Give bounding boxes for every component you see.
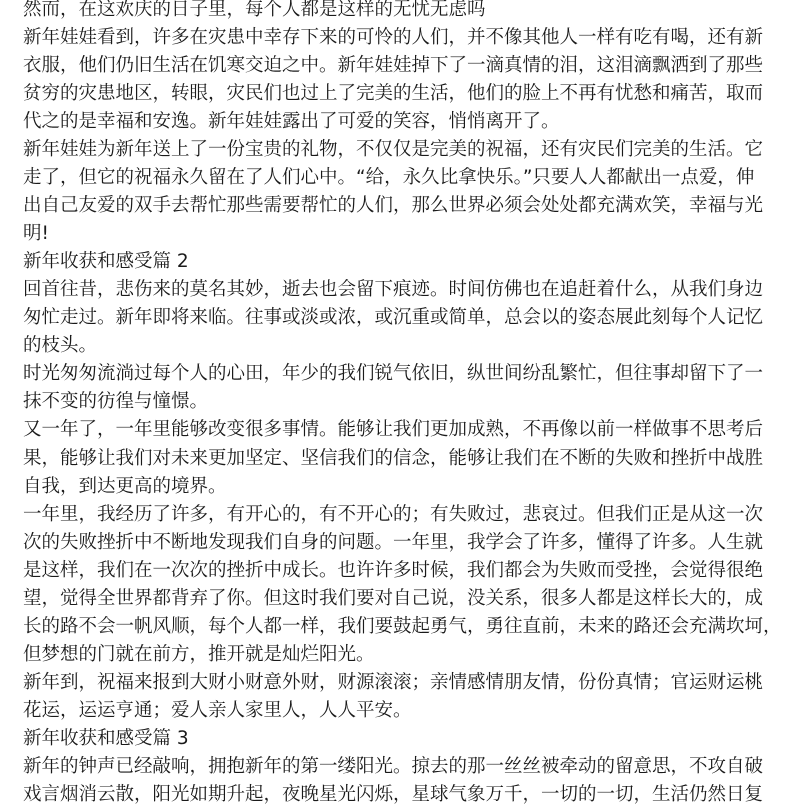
text-line: 新年娃娃为新年送上了一份宝贵的礼物，不仅仅是完美的祝福，还有灾民们完美的生活。它 (23, 139, 764, 161)
text-line: 自我，到达更高的境界。 (23, 475, 227, 497)
text-line: 花运，运运亨通；爱人亲人家里人，人人平安。 (23, 699, 412, 721)
section-heading: 新年收获和感受篇 2 (23, 251, 189, 273)
text-line: 衣服，他们仍旧生活在饥寒交迫之中。新年娃娃掉下了一滴真情的泪，这泪滴飘洒到了那些 (23, 55, 764, 77)
text-line: 望，觉得全世界都背弃了你。但这时我们要对自己说，没关系，很多人都是这样长大的，成 (23, 587, 764, 609)
text-line: 走了，但它的祝福永久留在了人们心中。“给，永久比拿快乐。”只要人人都献出一点爱，伸 (23, 167, 755, 189)
text-line: 贫穷的灾患地区，转眼，灾民们也过上了完美的生活，他们的脸上不再有忧愁和痛苦，取而 (23, 83, 764, 105)
document-body (23, 0, 793, 809)
text-line: 的枝头。 (23, 335, 98, 357)
text-line: 抹不变的彷徨与憧憬。 (23, 391, 209, 413)
text-line: 戏言烟消云散，阳光如期升起，夜晚星光闪烁，星球气象万千，一切的一切，生活仍然日复 (23, 783, 764, 805)
text-line: 时光匆匆流淌过每个人的心田，年少的我们锐气依旧，纵世间纷乱繁忙，但往事却留下了一 (23, 363, 764, 385)
text-line: 是这样，我们在一次次的挫折中成长。也许许多时候，我们都会为失败而受挫，会觉得很绝 (23, 559, 764, 581)
text-line: 新年娃娃看到，许多在灾患中幸存下来的可怜的人们，并不像其他人一样有吃有喝，还有新 (23, 27, 764, 49)
text-line: 但梦想的门就在前方，推开就是灿烂阳光。 (23, 643, 375, 665)
section-heading: 新年收获和感受篇 3 (23, 727, 189, 749)
text-line: 长的路不会一帆风顺，每个人都一样，我们要鼓起勇气，勇往直前，未来的路还会充满坎坷， (23, 615, 782, 637)
text-line: 新年到，祝福来报到大财小财意外财，财源滚滚；亲情感情朋友情，份份真情；官运财运桃 (23, 671, 764, 693)
text-line: 一年里，我经历了许多，有开心的，有不开心的；有失败过，悲哀过。但我们正是从这一次 (23, 503, 764, 525)
text-line: 次的失败挫折中不断地发现我们自身的问题。一年里，我学会了许多，懂得了许多。人生就 (23, 531, 764, 553)
text-line: 代之的是幸福和安逸。新年娃娃露出了可爱的笑容，悄悄离开了。 (23, 111, 560, 133)
text-line: 回首往昔，悲伤来的莫名其妙，逝去也会留下痕迹。时间仿佛也在追赶着什么，从我们身边 (23, 279, 764, 301)
text-line: 果，能够让我们对未来更加坚定、坚信我们的信念，能够让我们在不断的失败和挫折中战胜 (23, 447, 764, 469)
text-line: 又一年了，一年里能够改变很多事情。能够让我们更加成熟，不再像以前一样做事不思考后 (23, 419, 764, 441)
text-line: 明! (23, 223, 49, 245)
text-line: 然而，在这欢庆的日子里，每个人都是这样的无忧无虑吗 (23, 0, 486, 20)
text-line: 匆忙走过。新年即将来临。往事或淡或浓，或沉重或简单，总会以的姿态展此刻每个人记忆 (23, 307, 764, 329)
text-line: 出自己友爱的双手去帮忙那些需要帮忙的人们，那么世界必须会处处都充满欢笑，幸福与光 (23, 195, 764, 217)
text-line: 新年的钟声已经敲响，拥抱新年的第一缕阳光。掠去的那一丝丝被牵动的留意思，不攻自破 (23, 755, 764, 777)
